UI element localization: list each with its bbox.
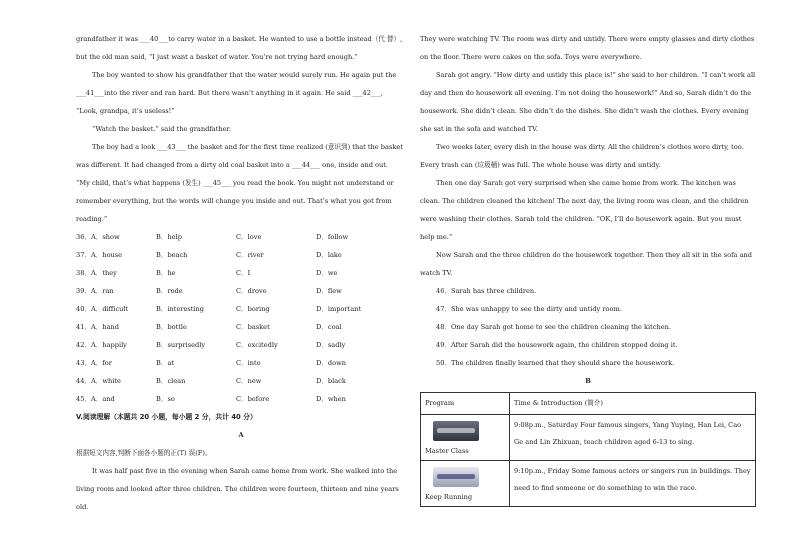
option-d: D．down — [316, 359, 346, 367]
option-c: C．love — [236, 233, 262, 241]
option-d: D．important — [316, 305, 362, 313]
option-row — [76, 300, 406, 318]
passage-paragraph: “My child, that’s what happens (发生) ___45___ you read the book. You might not understand or remember everything, but the words will change you inside and out. That’s what you got from reading.” — [76, 179, 394, 223]
tv-show-logo-icon — [433, 421, 479, 441]
option-b: B．bottle — [156, 323, 187, 331]
option-row — [76, 264, 406, 282]
option-a: 44．A．white — [76, 377, 121, 385]
passage-paragraph: The boy had a look ___43___ the basket and for the first time realized (意识到) that the basket was different. It had changed from a dirty old coal basket into a ___44___ one, inside and out. — [76, 143, 403, 169]
passage-paragraph: They were watching TV. The room was dirty and untidy. There were empty glasses and dirty clothes on the floor. There were cakes on the sofa. Toys were everywhere. — [420, 35, 755, 61]
question-item: 48．One day Sarah got home to see the children cleaning the kitchen. — [436, 323, 671, 331]
passage-paragraph: Sarah got angry. “How dirty and untidy this place is!” she said to her children. “I can’t work all day and then do housework all evening. I’m not doing the housework!” And so, Sarah didn’t do the housework. She didn’t clean. She didn’t do the dishes. She didn’t wash the clothes. Every evening she sat in the sofa and watched TV. — [420, 71, 756, 133]
tv-show-logo-icon — [433, 467, 479, 487]
options-list — [76, 228, 406, 408]
question-item: 50．The children finally learned that they should share the housework. — [436, 359, 675, 367]
option-b: B．surprisedly — [156, 341, 206, 349]
option-d: D．lake — [316, 251, 342, 259]
instruction-text: 根据短文内容,判断下面各小题的正(T) 误(F)。 — [76, 449, 212, 457]
option-row — [76, 336, 406, 354]
option-c: C．drove — [236, 287, 267, 295]
option-b: B．he — [156, 269, 176, 277]
option-row — [76, 246, 406, 264]
program-intro: 9:08p.m., Saturday Four famous singers, Yang Yuying, Han Lei, Cao Ge and Lin Zhixuan, teach children aged 6-13 to sing. — [510, 415, 756, 461]
program-intro: 9:10p.m., Friday Some famous actors or singers run in buildings. They need to find someone or do something to win the race. — [510, 461, 756, 507]
option-b: B．so — [156, 395, 175, 403]
option-b: B．help — [156, 233, 182, 241]
program-cell — [421, 415, 510, 461]
option-d: D．when — [316, 395, 346, 403]
question-item: 47．She was unhappy to see the dirty and untidy room. — [436, 305, 622, 313]
program-table — [420, 392, 756, 507]
option-a: 45．A．and — [76, 395, 115, 403]
option-a: 41．A．hand — [76, 323, 119, 331]
option-a: 36．A．show — [76, 233, 120, 241]
option-row — [76, 390, 406, 408]
passage-paragraph: grandfather it was ___40___to carry water in a basket. He wanted to use a bottle instead（代 替）, but the old man said, “I just want a basket of water. You’re not trying hard enough.” — [76, 35, 403, 61]
option-c: C．basket — [236, 323, 270, 331]
option-a: 38．A．they — [76, 269, 117, 277]
part-heading: B — [585, 377, 591, 385]
passage-paragraph: “Watch the basket.” said the grandfather. — [92, 125, 232, 133]
option-a: 42．A．happily — [76, 341, 127, 349]
option-d: D．black — [316, 377, 346, 385]
option-c: C．I — [236, 269, 251, 277]
option-c: C．new — [236, 377, 262, 385]
option-row — [76, 228, 406, 246]
table-row — [421, 415, 756, 461]
program-name: Keep Running — [425, 493, 473, 501]
question-item: 49．After Sarah did the housework again, the children stopped doing it. — [436, 341, 678, 349]
left-column — [76, 30, 406, 516]
option-a: 39．A．ran — [76, 287, 114, 295]
passage-paragraph: Two weeks later, every dish in the house was dirty. All the children’s clothes were dirty, too. Every trash can (垃圾桶) was full. The whole house was dirty and untidy. — [420, 143, 744, 169]
option-row — [76, 354, 406, 372]
option-a: 37．A．house — [76, 251, 123, 259]
option-b: B．clean — [156, 377, 186, 385]
section-title: V.阅读理解（本题共 20 小题，每小题 2 分，共计 40 分） — [76, 413, 257, 421]
option-row — [76, 372, 406, 390]
option-c: C．into — [236, 359, 261, 367]
option-d: D．we — [316, 269, 338, 277]
passage-paragraph: Now Sarah and the three children do the housework together. Then they all sit in the sofa and watch TV. — [420, 251, 752, 277]
option-row — [76, 282, 406, 300]
program-cell — [421, 461, 510, 507]
option-a: 43．A．for — [76, 359, 112, 367]
option-b: B．beach — [156, 251, 188, 259]
option-a: 40．A．difficult — [76, 305, 129, 313]
option-d: D．follow — [316, 233, 349, 241]
table-row — [421, 461, 756, 507]
option-c: C．river — [236, 251, 264, 259]
option-d: D．coal — [316, 323, 342, 331]
option-c: C．excitedly — [236, 341, 278, 349]
option-d: D．sadly — [316, 341, 346, 349]
table-header-row — [421, 393, 756, 415]
option-b: B．at — [156, 359, 175, 367]
part-heading: A — [238, 431, 244, 439]
option-b: B．interesting — [156, 305, 205, 313]
question-item: 46．Sarah has three children. — [436, 287, 537, 295]
option-c: C．before — [236, 395, 270, 403]
passage-paragraph: It was half past five in the evening when Sarah came home from work. She walked into the living room and looked after three children. The children were fourteen, thirteen and nine years old. — [76, 467, 399, 511]
passage-paragraph: Then one day Sarah got very surprised when she came home from work. The kitchen was clean. The children cleaned the kitchen! The next day, the living room was clean, and the children were washing their clothes. Sarah told the children. “OK, I’ll do housework again. But you must help me.” — [420, 179, 749, 241]
program-name: Master Class — [425, 447, 469, 455]
table-header: Program — [421, 393, 510, 415]
right-column — [420, 30, 756, 507]
option-b: B．rode — [156, 287, 183, 295]
option-row — [76, 318, 406, 336]
passage-paragraph: The boy wanted to show his grandfather that the water would surely run. He again put the ___41___into the river and ran hard. But there wasn’t anything in it again. He said ___42___, “Look, grandpa, it’s useless!” — [76, 71, 397, 115]
option-c: C．boring — [236, 305, 270, 313]
table-header: Time & Introduction (简介) — [510, 393, 756, 415]
option-d: D．flew — [316, 287, 342, 295]
